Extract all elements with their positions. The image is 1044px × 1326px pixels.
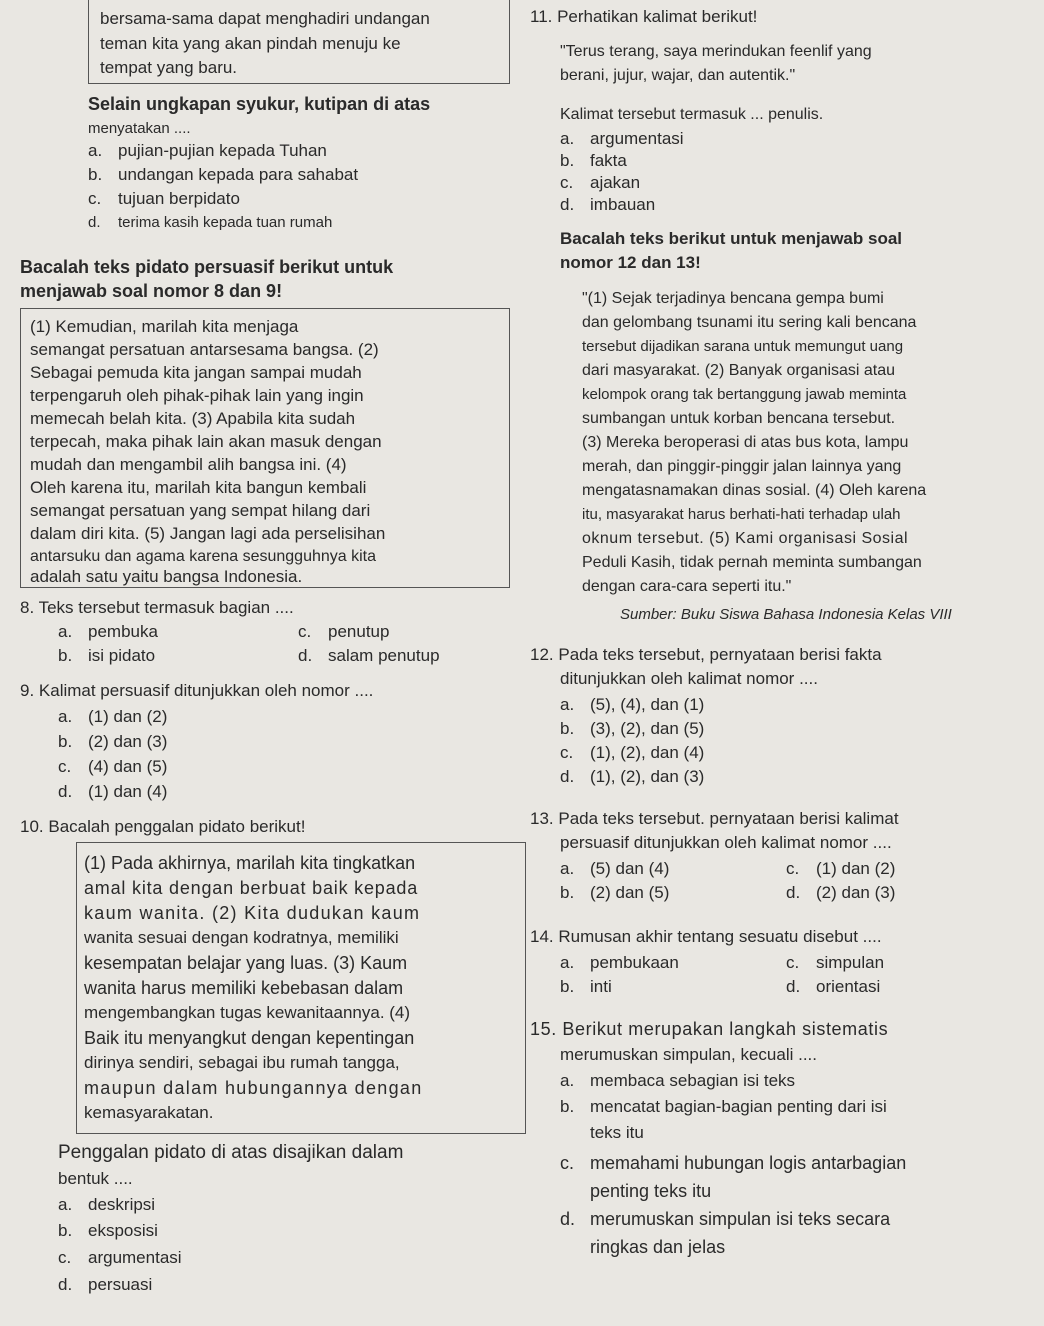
q8-option-a[interactable]: a. pembuka bbox=[58, 622, 158, 641]
q10-continuation: Penggalan pidato di atas disajikan dalam bbox=[58, 1142, 404, 1163]
source-citation: Sumber: Buku Siswa Bahasa Indonesia Kelas VIII bbox=[620, 606, 952, 623]
q15-stem: merumuskan simpulan, kecuali .... bbox=[560, 1045, 817, 1064]
passage-line: terpengaruh oleh pihak-pihak lain yang ingin bbox=[30, 386, 364, 405]
instruction-left: menjawab soal nomor 8 dan 9! bbox=[20, 281, 283, 301]
q12-option-b[interactable]: b. (3), (2), dan (5) bbox=[560, 719, 705, 738]
q7-stem: menyatakan .... bbox=[88, 120, 191, 137]
q15-option-d-cont: ringkas dan jelas bbox=[590, 1237, 726, 1257]
q9-option-d[interactable]: d. (1) dan (4) bbox=[58, 782, 168, 801]
passage-line: oknum tersebut. (5) Kami organisasi Sosial bbox=[582, 530, 909, 547]
passage-line: mengembangkan tugas kewanitaannya. (4) bbox=[84, 1003, 411, 1022]
q14-option-a[interactable]: a. pembukaan bbox=[560, 953, 679, 972]
q15-option-b-cont: teks itu bbox=[590, 1123, 644, 1142]
q12-option-c[interactable]: c. (1), (2), dan (4) bbox=[560, 743, 705, 762]
q10-option-d[interactable]: d. persuasi bbox=[58, 1275, 153, 1294]
q15-option-c-cont: penting teks itu bbox=[590, 1181, 712, 1201]
q11-option-c[interactable]: c. ajakan bbox=[560, 173, 641, 192]
passage-line: kelompok orang tak bertanggung jawab meminta bbox=[582, 386, 907, 403]
q11-option-b[interactable]: b. fakta bbox=[560, 151, 627, 170]
passage-line: kemasyarakatan. bbox=[84, 1103, 214, 1122]
passage-line: (3) Mereka beroperasi di atas bus kota, lampu bbox=[582, 434, 909, 451]
passage-line: (1) Kemudian, marilah kita menjaga bbox=[30, 317, 299, 336]
q7-option-d[interactable]: d. terima kasih kepada tuan rumah bbox=[88, 214, 333, 231]
passage-line: maupun dalam hubungannya dengan bbox=[84, 1078, 423, 1098]
q13-stem: 13. Pada teks tersebut. pernyataan berisi kalimat bbox=[530, 809, 899, 828]
q12-option-a[interactable]: a. (5), (4), dan (1) bbox=[560, 695, 705, 714]
q9-stem: 9. Kalimat persuasif ditunjukkan oleh nomor .... bbox=[20, 681, 374, 700]
passage-line: dan gelombang tsunami itu sering kali bencana bbox=[582, 314, 917, 331]
instruction-right: nomor 12 dan 13! bbox=[560, 253, 701, 272]
passage-line: merah, dan pinggir-pinggir jalan lainnya yang bbox=[582, 458, 902, 475]
q13-option-a[interactable]: a. (5) dan (4) bbox=[560, 859, 670, 878]
passage-line: kesempatan belajar yang luas. (3) Kaum bbox=[84, 953, 408, 973]
q8-option-c[interactable]: c. penutup bbox=[298, 622, 390, 641]
q13-option-d[interactable]: d. (2) dan (3) bbox=[786, 883, 896, 902]
q9-option-a[interactable]: a. (1) dan (2) bbox=[58, 707, 168, 726]
q15-stem: 15. Berikut merupakan langkah sistematis bbox=[530, 1019, 889, 1039]
q11-quote: "Terus terang, saya merindukan feenlif yang bbox=[560, 43, 872, 60]
passage-line: dari masyarakat. (2) Banyak organisasi atau bbox=[582, 362, 896, 379]
q11-option-a[interactable]: a. argumentasi bbox=[560, 129, 684, 148]
q14-option-c[interactable]: c. simpulan bbox=[786, 953, 885, 972]
instruction-left: Bacalah teks pidato persuasif berikut untuk bbox=[20, 257, 394, 277]
passage-line: mudah dan mengambil alih bangsa ini. (4) bbox=[30, 455, 347, 474]
passage-line: tersebut dijadikan sarana untuk memungut uang bbox=[582, 338, 904, 355]
passage-line: wanita harus memiliki kebebasan dalam bbox=[84, 978, 404, 998]
q13-stem: persuasif ditunjukkan oleh kalimat nomor .... bbox=[560, 833, 892, 852]
q10-continuation: bentuk .... bbox=[58, 1169, 133, 1188]
q10-option-b[interactable]: b. eksposisi bbox=[58, 1221, 158, 1240]
q15-option-c[interactable]: c. memahami hubungan logis antarbagian bbox=[560, 1153, 907, 1173]
excerpt-line: bersama-sama dapat menghadiri undangan bbox=[100, 9, 430, 28]
q11-question: Kalimat tersebut termasuk ... penulis. bbox=[560, 106, 824, 123]
q10-option-c[interactable]: c. argumentasi bbox=[58, 1248, 182, 1267]
q11-stem: 11. Perhatikan kalimat berikut! bbox=[530, 7, 758, 26]
q13-option-c[interactable]: c. (1) dan (2) bbox=[786, 859, 896, 878]
passage-line: wanita sesuai dengan kodratnya, memiliki bbox=[84, 928, 399, 947]
passage-line: dirinya sendiri, sebagai ibu rumah tangga, bbox=[84, 1053, 400, 1072]
passage-line: memecah belah kita. (3) Apabila kita sudah bbox=[30, 409, 356, 428]
q10-option-a[interactable]: a. deskripsi bbox=[58, 1195, 156, 1214]
passage-line: dalam diri kita. (5) Jangan lagi ada perselisihan bbox=[30, 524, 386, 543]
q8-option-b[interactable]: b. isi pidato bbox=[58, 646, 156, 665]
q12-stem: ditunjukkan oleh kalimat nomor .... bbox=[560, 669, 818, 688]
q15-option-a[interactable]: a. membaca sebagian isi teks bbox=[560, 1071, 796, 1090]
passage-line: mengatasnamakan dinas sosial. (4) Oleh karena bbox=[582, 482, 927, 499]
passage-line: (1) Pada akhirnya, marilah kita tingkatkan bbox=[84, 853, 416, 873]
q11-option-d[interactable]: d. imbauan bbox=[560, 195, 656, 214]
q13-option-b[interactable]: b. (2) dan (5) bbox=[560, 883, 670, 902]
passage-line: Peduli Kasih, tidak pernah meminta sumbangan bbox=[582, 554, 922, 571]
q12-option-d[interactable]: d. (1), (2), dan (3) bbox=[560, 767, 705, 786]
passage-line: semangat persatuan antarsesama bangsa. (2) bbox=[30, 340, 379, 359]
q9-option-b[interactable]: b. (2) dan (3) bbox=[58, 732, 168, 751]
passage-line: "(1) Sejak terjadinya bencana gempa bumi bbox=[582, 290, 884, 307]
q11-quote: berani, jujur, wajar, dan autentik." bbox=[560, 67, 796, 84]
q10-stem: 10. Bacalah penggalan pidato berikut! bbox=[20, 817, 306, 836]
excerpt-line: teman kita yang akan pindah menuju ke bbox=[100, 34, 401, 53]
q8-option-d[interactable]: d. salam penutup bbox=[298, 646, 440, 665]
passage-line: amal kita dengan berbuat baik kepada bbox=[84, 878, 419, 898]
q7-stem: Selain ungkapan syukur, kutipan di atas bbox=[88, 94, 431, 114]
passage-line: antarsuku dan agama karena sesungguhnya kita bbox=[30, 548, 377, 565]
passage-line: adalah satu yaitu bangsa Indonesia. bbox=[30, 567, 303, 586]
q14-option-d[interactable]: d. orientasi bbox=[786, 977, 881, 996]
instruction-right: Bacalah teks berikut untuk menjawab soal bbox=[560, 229, 903, 248]
passage-line: terpecah, maka pihak lain akan masuk dengan bbox=[30, 432, 382, 451]
excerpt-line: tempat yang baru. bbox=[100, 58, 238, 77]
passage-line: sumbangan untuk korban bencana tersebut. bbox=[582, 410, 896, 427]
q14-stem: 14. Rumusan akhir tentang sesuatu disebut .... bbox=[530, 927, 882, 946]
q15-option-b[interactable]: b. mencatat bagian-bagian penting dari isi bbox=[560, 1097, 887, 1116]
passage-line: semangat persatuan yang sempat hilang dari bbox=[30, 501, 371, 520]
passage-line: Sebagai pemuda kita jangan sampai mudah bbox=[30, 363, 362, 382]
q7-option-a[interactable]: a. pujian-pujian kepada Tuhan bbox=[88, 141, 327, 160]
passage-line: Baik itu menyangkut dengan kepentingan bbox=[84, 1028, 415, 1048]
q9-option-c[interactable]: c. (4) dan (5) bbox=[58, 757, 168, 776]
q15-option-d[interactable]: d. merumuskan simpulan isi teks secara bbox=[560, 1209, 891, 1229]
passage-line: itu, masyarakat harus berhati-hati terhadap ulah bbox=[582, 506, 901, 523]
passage-line: Oleh karena itu, marilah kita bangun kembali bbox=[30, 478, 367, 497]
q7-option-b[interactable]: b. undangan kepada para sahabat bbox=[88, 165, 359, 184]
q7-option-c[interactable]: c. tujuan berpidato bbox=[88, 189, 240, 208]
passage-line: kaum wanita. (2) Kita dudukan kaum bbox=[84, 903, 421, 923]
q14-option-b[interactable]: b. inti bbox=[560, 977, 612, 996]
passage-line: dengan cara-cara seperti itu." bbox=[582, 578, 792, 595]
q12-stem: 12. Pada teks tersebut, pernyataan berisi fakta bbox=[530, 645, 882, 664]
q8-stem: 8. Teks tersebut termasuk bagian .... bbox=[20, 598, 294, 617]
